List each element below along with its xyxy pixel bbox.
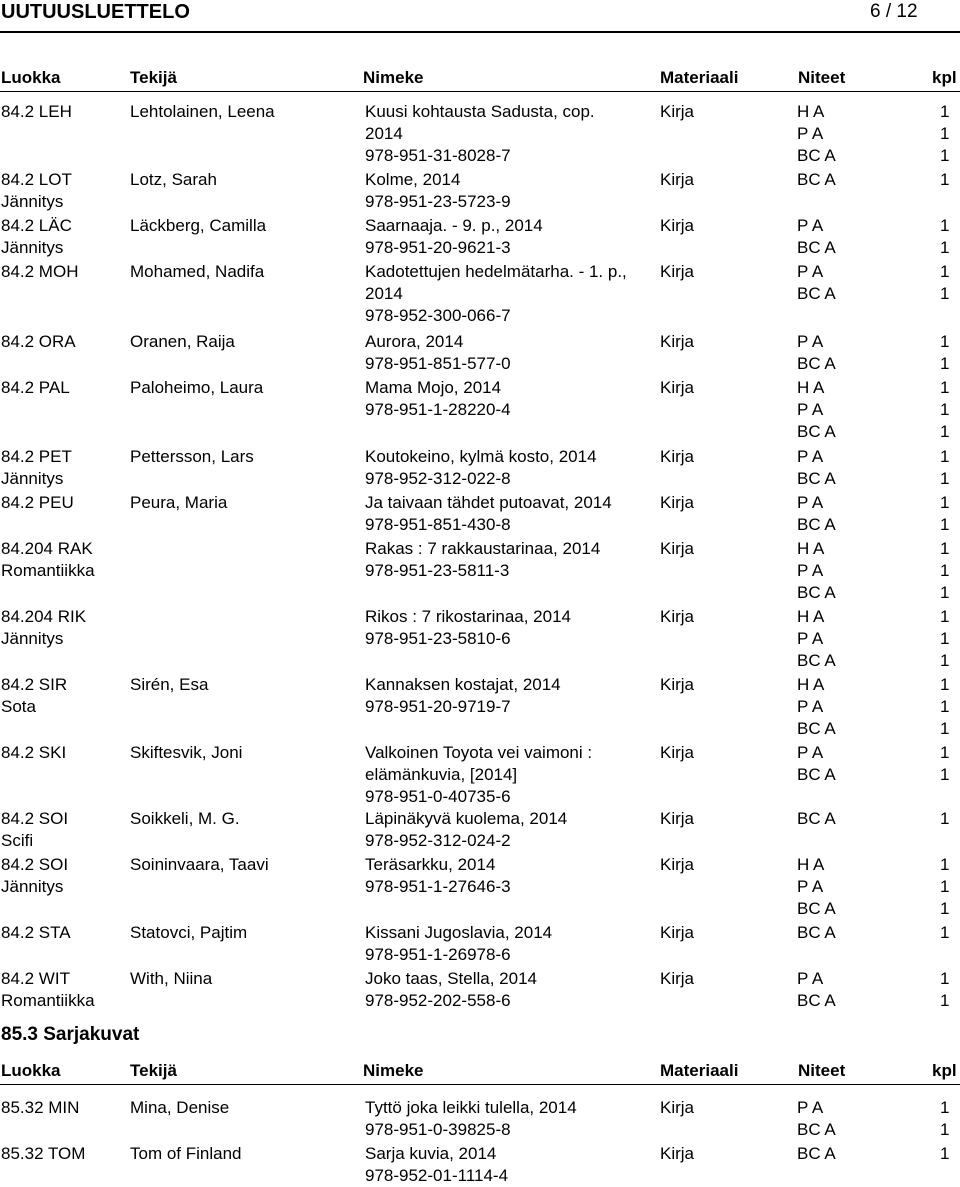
nide-code: BC A — [797, 170, 836, 189]
nide-code: BC A — [797, 651, 836, 670]
nide-count: 1 — [940, 561, 950, 580]
nimeke-cell — [365, 606, 571, 650]
nimeke-line: 978-951-851-430-8 — [365, 515, 511, 534]
nide-count: 1 — [940, 743, 950, 762]
tekija-cell: Sirén, Esa — [130, 675, 209, 694]
nide-row — [797, 696, 950, 718]
materiaali-cell: Kirja — [660, 447, 695, 466]
nide-row — [797, 1143, 950, 1165]
luokka-line: 84.2 LOT — [1, 170, 72, 189]
nide-row — [797, 215, 950, 237]
nimeke-line: 978-951-1-26978-6 — [365, 945, 511, 964]
nide-code: BC A — [797, 1144, 836, 1163]
luokka-line: Jännitys — [1, 629, 64, 648]
nimeke-cell — [365, 854, 511, 898]
nimeke-line: elämänkuvia, [2014] — [365, 765, 518, 784]
nimeke-line: Teräsarkku, 2014 — [365, 855, 496, 874]
nimeke-cell — [365, 492, 612, 536]
niteet-cell — [797, 674, 950, 740]
luokka-cell — [1, 492, 74, 514]
nide-count: 1 — [940, 697, 950, 716]
nide-count: 1 — [940, 877, 950, 896]
niteet-cell — [797, 1097, 950, 1141]
nide-row — [797, 353, 950, 375]
luokka-cell — [1, 101, 72, 123]
column-header-rule-section2 — [0, 1084, 960, 1085]
nimeke-cell — [365, 446, 597, 490]
luokka-line: 84.2 PET — [1, 447, 72, 466]
nide-count: 1 — [940, 607, 950, 626]
nide-row — [797, 898, 950, 920]
luokka-cell — [1, 331, 76, 353]
nimeke-line: 978-952-202-558-6 — [365, 991, 511, 1010]
nimeke-line: 978-951-20-9621-3 — [365, 238, 511, 257]
luokka-line: 84.2 ORA — [1, 332, 76, 351]
nide-code: BC A — [797, 583, 836, 602]
luokka-cell — [1, 968, 95, 1012]
nide-count: 1 — [940, 354, 950, 373]
tekija-cell: Lehtolainen, Leena — [130, 102, 275, 121]
luokka-line: 84.2 SKI — [1, 743, 67, 762]
nide-code: P A — [797, 561, 824, 580]
niteet-cell — [797, 169, 950, 191]
nimeke-line: 978-952-01-1114-4 — [365, 1166, 509, 1185]
nide-row — [797, 101, 950, 123]
nide-code: BC A — [797, 515, 836, 534]
nide-code: P A — [797, 629, 824, 648]
luokka-line: Jännitys — [1, 192, 64, 211]
nide-count: 1 — [940, 332, 950, 351]
nide-row — [797, 1119, 950, 1141]
nimeke-line: Kolme, 2014 — [365, 170, 461, 189]
nide-code: P A — [797, 447, 824, 466]
nimeke-line: Aurora, 2014 — [365, 332, 464, 351]
nide-row — [797, 718, 950, 740]
materiaali-cell: Kirja — [660, 969, 695, 988]
materiaali-cell: Kirja — [660, 493, 695, 512]
nide-row — [797, 650, 950, 672]
nide-code: H A — [797, 855, 825, 874]
nide-row — [797, 990, 950, 1012]
luokka-cell — [1, 1143, 85, 1165]
nide-code: BC A — [797, 284, 836, 303]
niteet-cell — [797, 331, 950, 375]
nide-row — [797, 968, 950, 990]
nide-row — [797, 742, 950, 764]
nide-count: 1 — [940, 262, 950, 281]
nimeke-cell — [365, 101, 595, 167]
column-header — [0, 67, 960, 89]
nide-code: BC A — [797, 422, 836, 441]
nimeke-cell — [365, 1143, 508, 1187]
materiaali-cell: Kirja — [660, 675, 695, 694]
document-title: UUTUUSLUETTELO — [1, 1, 190, 23]
nimeke-line: 978-951-0-39825-8 — [365, 1120, 511, 1139]
nide-row — [797, 421, 950, 443]
nimeke-line: Läpinäkyvä kuolema, 2014 — [365, 809, 568, 828]
tekija-cell: Soininvaara, Taavi — [130, 855, 269, 874]
nide-code: P A — [797, 1098, 824, 1117]
nide-code: BC A — [797, 991, 836, 1010]
nide-code: BC A — [797, 469, 836, 488]
materiaali-cell: Kirja — [660, 378, 695, 397]
niteet-cell — [797, 215, 950, 259]
materiaali-cell: Kirja — [660, 855, 695, 874]
nide-row — [797, 446, 950, 468]
nide-count: 1 — [940, 216, 950, 235]
nide-row — [797, 169, 950, 191]
nide-code: H A — [797, 102, 825, 121]
luokka-line: 84.2 LÄC — [1, 216, 72, 235]
niteet-cell — [797, 492, 950, 536]
luokka-cell — [1, 674, 67, 718]
page-number: 6 / 12 — [870, 1, 918, 22]
nide-row — [797, 514, 950, 536]
luokka-line: 84.2 STA — [1, 923, 71, 942]
nide-code: BC A — [797, 354, 836, 373]
column-header-luokka: Luokka — [1, 68, 61, 87]
nide-row — [797, 674, 950, 696]
tekija-cell: Soikkeli, M. G. — [130, 809, 240, 828]
luokka-line: Romantiikka — [1, 561, 95, 580]
luokka-line: 84.2 MOH — [1, 262, 79, 281]
nide-count: 1 — [940, 1144, 950, 1163]
nimeke-line: Kannaksen kostajat, 2014 — [365, 675, 561, 694]
nimeke-cell — [365, 922, 552, 966]
tekija-cell: Oranen, Raija — [130, 332, 235, 351]
nimeke-line: Kissani Jugoslavia, 2014 — [365, 923, 553, 942]
nide-code: BC A — [797, 923, 836, 942]
nide-code: P A — [797, 216, 824, 235]
tekija-cell: Lotz, Sarah — [130, 170, 217, 189]
nide-count: 1 — [940, 675, 950, 694]
luokka-cell — [1, 742, 66, 764]
nimeke-line: Kadotettujen hedelmätarha. - 1. p., — [365, 262, 627, 281]
nide-count: 1 — [940, 238, 950, 257]
materiaali-cell: Kirja — [660, 1144, 695, 1163]
luokka-line: 84.2 SIR — [1, 675, 68, 694]
luokka-line: Scifi — [1, 831, 34, 850]
nide-count: 1 — [940, 124, 950, 143]
luokka-cell — [1, 446, 72, 490]
tekija-cell: With, Niina — [130, 969, 213, 988]
nimeke-line: Sarja kuvia, 2014 — [365, 1144, 497, 1163]
nide-code: BC A — [797, 765, 836, 784]
nide-row — [797, 123, 950, 145]
column-header-niteet: Niteet — [798, 1061, 846, 1080]
tekija-cell: Mina, Denise — [130, 1098, 230, 1117]
nide-count: 1 — [940, 969, 950, 988]
nimeke-line: Rikos : 7 rikostarinaa, 2014 — [365, 607, 571, 626]
nide-count: 1 — [940, 102, 950, 121]
luokka-cell — [1, 215, 72, 259]
niteet-cell — [797, 922, 950, 944]
nimeke-cell — [365, 968, 537, 1012]
nide-count: 1 — [940, 1098, 950, 1117]
nide-row — [797, 492, 950, 514]
column-header-nimeke: Nimeke — [363, 1061, 424, 1080]
nimeke-line: 978-951-23-5811-3 — [365, 561, 510, 580]
nide-row — [797, 808, 950, 830]
tekija-cell: Tom of Finland — [130, 1144, 242, 1163]
nimeke-line: 978-952-312-022-8 — [365, 469, 511, 488]
nimeke-cell — [365, 538, 600, 582]
materiaali-cell: Kirja — [660, 170, 695, 189]
nimeke-line: 978-952-300-066-7 — [365, 306, 511, 325]
nide-row — [797, 582, 950, 604]
nimeke-cell — [365, 674, 561, 718]
nide-row — [797, 145, 950, 167]
header-rule — [0, 31, 960, 33]
column-header-materiaali: Materiaali — [660, 1061, 739, 1080]
nide-row — [797, 922, 950, 944]
luokka-line: 84.204 RIK — [1, 607, 87, 626]
nide-row — [797, 764, 950, 786]
nide-code: BC A — [797, 719, 836, 738]
nimeke-line: Ja taivaan tähdet putoavat, 2014 — [365, 493, 612, 512]
nide-row — [797, 468, 950, 490]
tekija-cell: Paloheimo, Laura — [130, 378, 264, 397]
nimeke-line: Rakas : 7 rakkaustarinaa, 2014 — [365, 539, 601, 558]
nimeke-cell — [365, 808, 567, 852]
nimeke-line: Kuusi kohtausta Sadusta, cop. — [365, 102, 595, 121]
nide-count: 1 — [940, 515, 950, 534]
column-header-tekija: Tekijä — [130, 68, 177, 87]
luokka-cell — [1, 169, 72, 213]
nide-row — [797, 560, 950, 582]
nide-count: 1 — [940, 170, 950, 189]
tekija-cell: Läckberg, Camilla — [130, 216, 267, 235]
nide-code: BC A — [797, 809, 836, 828]
luokka-line: 84.2 SOI — [1, 855, 69, 874]
materiaali-cell: Kirja — [660, 262, 695, 281]
materiaali-cell: Kirja — [660, 923, 695, 942]
nimeke-line: 978-951-31-8028-7 — [365, 146, 511, 165]
luokka-cell — [1, 922, 71, 944]
nide-row — [797, 331, 950, 353]
tekija-cell: Statovci, Pajtim — [130, 923, 248, 942]
nide-code: P A — [797, 969, 824, 988]
luokka-cell — [1, 261, 78, 283]
tekija-cell: Peura, Maria — [130, 493, 228, 512]
nide-count: 1 — [940, 855, 950, 874]
nide-row — [797, 283, 950, 305]
luokka-line: Jännitys — [1, 238, 64, 257]
section-title: 85.3 Sarjakuvat — [1, 1024, 140, 1045]
niteet-cell — [797, 261, 950, 305]
nimeke-line: Mama Mojo, 2014 — [365, 378, 502, 397]
column-header-nimeke: Nimeke — [363, 68, 424, 87]
materiaali-cell: Kirja — [660, 607, 695, 626]
nide-row — [797, 854, 950, 876]
nide-row — [797, 628, 950, 650]
niteet-cell — [797, 446, 950, 490]
materiaali-cell: Kirja — [660, 216, 695, 235]
nide-count: 1 — [940, 991, 950, 1010]
nide-count: 1 — [940, 539, 950, 558]
nide-code: P A — [797, 877, 824, 896]
niteet-cell — [797, 742, 950, 786]
niteet-cell — [797, 377, 950, 443]
materiaali-cell: Kirja — [660, 809, 695, 828]
nide-row — [797, 261, 950, 283]
nide-count: 1 — [940, 651, 950, 670]
luokka-cell — [1, 606, 86, 650]
column-header-kpl: kpl — [932, 1061, 957, 1080]
nimeke-line: 978-951-23-5810-6 — [365, 629, 511, 648]
nide-count: 1 — [940, 146, 950, 165]
materiaali-cell: Kirja — [660, 743, 695, 762]
nimeke-line: Joko taas, Stella, 2014 — [365, 969, 538, 988]
nimeke-line: Tyttö joka leikki tulella, 2014 — [365, 1098, 577, 1117]
nide-code: BC A — [797, 899, 836, 918]
niteet-cell — [797, 1143, 950, 1165]
nide-count: 1 — [940, 923, 950, 942]
nimeke-cell — [365, 331, 511, 375]
nide-code: BC A — [797, 1120, 836, 1139]
nide-count: 1 — [940, 447, 950, 466]
nimeke-line: 978-952-312-024-2 — [365, 831, 511, 850]
nide-row — [797, 606, 950, 628]
tekija-cell: Pettersson, Lars — [130, 447, 254, 466]
column-header-kpl: kpl — [932, 68, 957, 87]
nimeke-cell — [365, 169, 511, 213]
luokka-line: 84.2 PAL — [1, 378, 70, 397]
nide-count: 1 — [940, 899, 950, 918]
nide-count: 1 — [940, 400, 950, 419]
nide-count: 1 — [940, 493, 950, 512]
tekija-cell: Mohamed, Nadifa — [130, 262, 265, 281]
column-header-niteet: Niteet — [798, 68, 846, 87]
nide-code: H A — [797, 675, 825, 694]
niteet-cell — [797, 968, 950, 1012]
nide-count: 1 — [940, 583, 950, 602]
nide-count: 1 — [940, 1120, 950, 1139]
nide-count: 1 — [940, 719, 950, 738]
nide-count: 1 — [940, 422, 950, 441]
column-header-tekija: Tekijä — [130, 1061, 177, 1080]
nide-count: 1 — [940, 765, 950, 784]
nide-row — [797, 1097, 950, 1119]
luokka-line: 84.2 LEH — [1, 102, 72, 121]
column-header-rule — [0, 91, 960, 92]
page-header — [0, 0, 960, 24]
column-header-luokka: Luokka — [1, 1061, 61, 1080]
luokka-line: Sota — [1, 697, 36, 716]
luokka-line: 85.32 MIN — [1, 1098, 80, 1117]
niteet-cell — [797, 538, 950, 604]
nide-count: 1 — [940, 284, 950, 303]
nide-row — [797, 876, 950, 898]
nide-count: 1 — [940, 809, 950, 828]
luokka-line: 84.204 RAK — [1, 539, 93, 558]
nide-code: P A — [797, 262, 824, 281]
nide-code: P A — [797, 400, 824, 419]
luokka-line: 84.2 WIT — [1, 969, 70, 988]
nimeke-cell — [365, 215, 543, 259]
luokka-line: Jännitys — [1, 469, 64, 488]
luokka-line: 84.2 PEU — [1, 493, 74, 512]
nimeke-line: Koutokeino, kylmä kosto, 2014 — [365, 447, 597, 466]
luokka-cell — [1, 1097, 79, 1119]
nimeke-line: 978-951-1-27646-3 — [365, 877, 511, 896]
tekija-cell: Skiftesvik, Joni — [130, 743, 243, 762]
nide-code: P A — [797, 124, 824, 143]
materiaali-cell: Kirja — [660, 1098, 695, 1117]
column-header-section2 — [0, 1060, 960, 1082]
nimeke-line: 978-951-20-9719-7 — [365, 697, 511, 716]
nide-code: P A — [797, 493, 824, 512]
nimeke-line: 2014 — [365, 124, 403, 143]
niteet-cell — [797, 101, 950, 167]
materiaali-cell: Kirja — [660, 102, 695, 121]
nide-code: BC A — [797, 238, 836, 257]
nimeke-line: 978-951-1-28220-4 — [365, 400, 511, 419]
nimeke-line: 978-951-0-40735-6 — [365, 787, 511, 806]
nide-row — [797, 237, 950, 259]
nimeke-line: Valkoinen Toyota vei vaimoni : — [365, 743, 593, 762]
nide-count: 1 — [940, 378, 950, 397]
nimeke-cell — [365, 742, 592, 808]
luokka-cell — [1, 538, 95, 582]
nimeke-line: 2014 — [365, 284, 403, 303]
materiaali-cell: Kirja — [660, 332, 695, 351]
nimeke-line: 978-951-851-577-0 — [365, 354, 511, 373]
niteet-cell — [797, 606, 950, 672]
nide-count: 1 — [940, 629, 950, 648]
materiaali-cell: Kirja — [660, 539, 695, 558]
luokka-line: Romantiikka — [1, 991, 95, 1010]
niteet-cell — [797, 808, 950, 830]
luokka-cell — [1, 854, 68, 898]
luokka-line: Jännitys — [1, 877, 64, 896]
niteet-cell — [797, 854, 950, 920]
luokka-line: 84.2 SOI — [1, 809, 69, 828]
luokka-cell — [1, 377, 70, 399]
nide-code: P A — [797, 743, 824, 762]
nimeke-cell — [365, 1097, 577, 1141]
nide-code: H A — [797, 539, 825, 558]
luokka-cell — [1, 808, 68, 852]
nide-code: H A — [797, 378, 825, 397]
nide-code: BC A — [797, 146, 836, 165]
nide-code: P A — [797, 332, 824, 351]
nide-count: 1 — [940, 469, 950, 488]
nimeke-line: 978-951-23-5723-9 — [365, 192, 511, 211]
nimeke-cell — [365, 261, 627, 327]
nide-code: H A — [797, 607, 825, 626]
nide-row — [797, 538, 950, 560]
nide-code: P A — [797, 697, 824, 716]
nide-row — [797, 377, 950, 399]
luokka-line: 85.32 TOM — [1, 1144, 86, 1163]
nimeke-line: Saarnaaja. - 9. p., 2014 — [365, 216, 543, 235]
nimeke-cell — [365, 377, 511, 421]
nide-row — [797, 399, 950, 421]
column-header-materiaali: Materiaali — [660, 68, 739, 87]
